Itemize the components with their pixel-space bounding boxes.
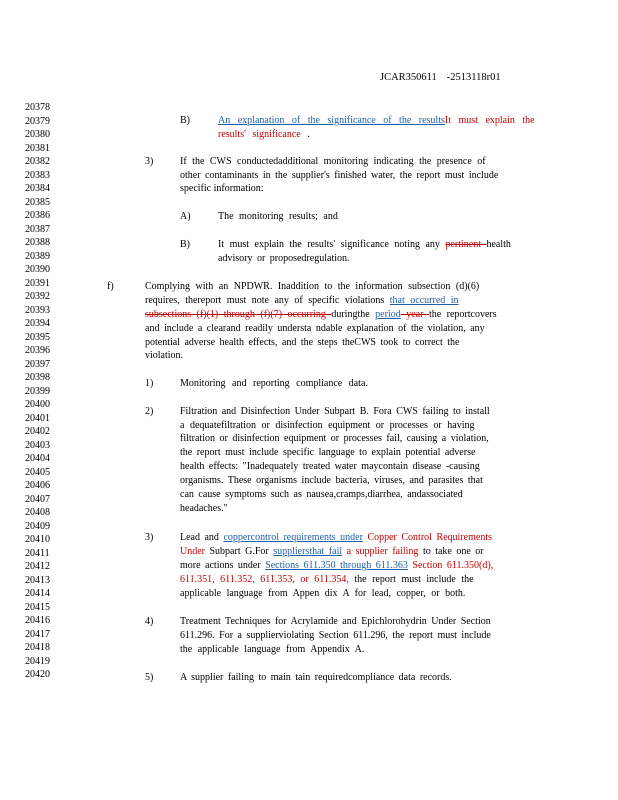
added-text: a supplier failing (342, 546, 419, 557)
inserted-text: An explanation of the significance of the results (218, 115, 445, 126)
document-header (380, 72, 501, 83)
text-run: more actions under (180, 560, 266, 571)
deleted-text: year (400, 309, 429, 320)
paragraph-line: potential adverse health effects, and the steps theCWS took to correct the (145, 337, 460, 348)
line-number: 20392 (25, 291, 50, 302)
added-text: Under (180, 546, 205, 557)
paragraph-line: organisms. These organisms include bacteria, viruses, and parasites that (180, 475, 483, 486)
line-number: 20403 (25, 439, 50, 451)
paragraph-line: Treatment Techniques for Acrylamide and Epichlorohydrin Under Section (180, 616, 491, 627)
line-number: 20387 (25, 223, 50, 235)
paragraph-line: advisory or proposedregulation. (218, 253, 350, 264)
paragraph-line (218, 114, 535, 128)
text-run: . (307, 129, 310, 140)
added-text: Copper Control Requirements (362, 532, 492, 543)
text-run: Subpart G.For (205, 546, 274, 557)
line-number: 20378 (25, 102, 50, 113)
added-text: results' significance (218, 129, 301, 140)
line-number: 20407 (25, 493, 50, 505)
line-number: 20390 (25, 264, 50, 275)
paragraph-line (180, 545, 484, 559)
line-number: 20384 (25, 183, 50, 194)
line-number: 20415 (25, 601, 50, 613)
text-run: the reportcovers (428, 309, 497, 320)
paragraph-line: and include a clearand readily understa ndable explanation of the violation, any (145, 323, 485, 334)
line-number: 20395 (25, 331, 50, 343)
line-number: 20400 (25, 399, 50, 410)
item-marker: 1) (145, 378, 154, 389)
line-number: 20379 (25, 115, 50, 127)
line-number: 20396 (25, 345, 50, 356)
paragraph-line: a dequatefiltration or disinfection equipment or processes or having (180, 420, 475, 431)
inserted-text: coppercontrol requirements under (223, 532, 363, 543)
line-number: 20399 (25, 385, 50, 397)
paragraph-line (180, 573, 474, 587)
inserted-text: Sections 611.350 through 611.363 (265, 560, 408, 571)
line-number: 20412 (25, 561, 50, 572)
deleted-text: subsections (f)(1) through (f)(7) occurring (145, 309, 332, 320)
item-marker: A) (180, 211, 191, 222)
deleted-text: pertinent (445, 239, 487, 250)
paragraph-line: can cause symptoms such as nausea,cramps,diarrhea, andassociated (180, 489, 463, 500)
document-code: JCAR350611 (380, 72, 437, 83)
inserted-text: suppliersthat fail (273, 546, 343, 557)
paragraph-line: 611.296. For a supplierviolating Section 611.296, the report must include (180, 630, 491, 641)
added-text: Section 611.350(d), (407, 560, 494, 571)
text-run: to take one or (418, 546, 484, 557)
line-number: 20406 (25, 480, 50, 491)
line-number: 20397 (25, 358, 50, 370)
line-number: 20401 (25, 412, 50, 424)
paragraph-line (145, 294, 459, 308)
paragraph-line: headaches." (180, 503, 228, 514)
paragraph-line: other contaminants in the supplier's finished water, the report must include (180, 170, 499, 181)
paragraph-line (180, 531, 492, 545)
line-number: 20380 (25, 129, 50, 140)
paragraph-line: the report must include specific language to explain potential adverse (180, 447, 476, 458)
text-run: It must explain the results' significance noting any (218, 239, 446, 250)
item-marker: 2) (145, 406, 154, 417)
document-suffix: -2513118r01 (446, 72, 501, 83)
added-text: It must explain the (444, 115, 535, 126)
line-number: 20386 (25, 210, 50, 221)
line-number: 20389 (25, 250, 50, 262)
text-run: duringthe (331, 309, 376, 320)
item-marker: 3) (145, 156, 154, 167)
line-number: 20382 (25, 156, 50, 167)
line-number: 20385 (25, 196, 50, 208)
added-text: 611.351, 611.352, 611.353, or 611.354, (180, 574, 349, 585)
item-marker: B) (180, 239, 190, 250)
text-run: health (486, 239, 511, 250)
paragraph-line: specific information: (180, 183, 264, 194)
paragraph-line: A supplier failing to main tain requiredcompliance data records. (180, 672, 452, 683)
line-number: 20410 (25, 534, 50, 545)
line-number: 20416 (25, 615, 50, 626)
line-number: 20413 (25, 574, 50, 586)
paragraph-line: Complying with an NPDWR. Inaddition to the information subsection (d)(6) (145, 281, 480, 292)
text-run: Lead and (180, 532, 224, 543)
inserted-text: that occurred in (389, 295, 459, 306)
inserted-text: period (375, 309, 401, 320)
line-number: 20404 (25, 453, 50, 464)
line-number: 20402 (25, 426, 50, 437)
line-number: 20419 (25, 655, 50, 667)
paragraph-line: the applicable language from Appendix A. (180, 644, 365, 655)
line-number: 20393 (25, 304, 50, 316)
item-marker: B) (180, 115, 190, 126)
line-number: 20411 (25, 547, 50, 559)
item-marker: 4) (145, 616, 154, 627)
paragraph-line: The monitoring results; and (218, 211, 338, 222)
paragraph-line: Monitoring and reporting compliance data. (180, 378, 368, 389)
line-number: 20405 (25, 466, 50, 478)
line-number: 20381 (25, 142, 50, 154)
text-run: the report must include the (348, 574, 474, 585)
line-number: 20414 (25, 588, 50, 599)
paragraph-line: health effects: "Inadequately treated water maycontain disease -causing (180, 461, 480, 472)
paragraph-line: filtration or disinfection equipment or processes fail, causing a violation, (180, 433, 489, 444)
item-marker: 5) (145, 672, 154, 683)
line-number-column (25, 101, 57, 682)
line-number: 20417 (25, 628, 50, 640)
line-number: 20398 (25, 372, 50, 383)
item-marker: 3) (145, 532, 154, 543)
paragraph-line (145, 308, 497, 322)
text-run: requires, thereport must note any of specific violations (145, 295, 390, 306)
item-marker: f) (107, 281, 114, 292)
line-number: 20383 (25, 169, 50, 181)
paragraph-line (218, 128, 310, 142)
line-number: 20420 (25, 669, 50, 680)
paragraph-line: Filtration and Disinfection Under Subpart B. Fora CWS failing to install (180, 406, 490, 417)
line-number: 20408 (25, 507, 50, 518)
paragraph-line: If the CWS conductedadditional monitoring indicating the presence of (180, 156, 486, 167)
line-number: 20409 (25, 520, 50, 532)
paragraph-line (180, 559, 493, 573)
paragraph-line (218, 238, 511, 252)
line-number: 20418 (25, 642, 50, 653)
paragraph-line: violation. (145, 350, 184, 361)
line-number: 20391 (25, 277, 50, 289)
line-number: 20388 (25, 237, 50, 248)
line-number: 20394 (25, 318, 50, 329)
paragraph-line: applicable language from Appen dix A for lead, copper, or both. (180, 588, 466, 599)
